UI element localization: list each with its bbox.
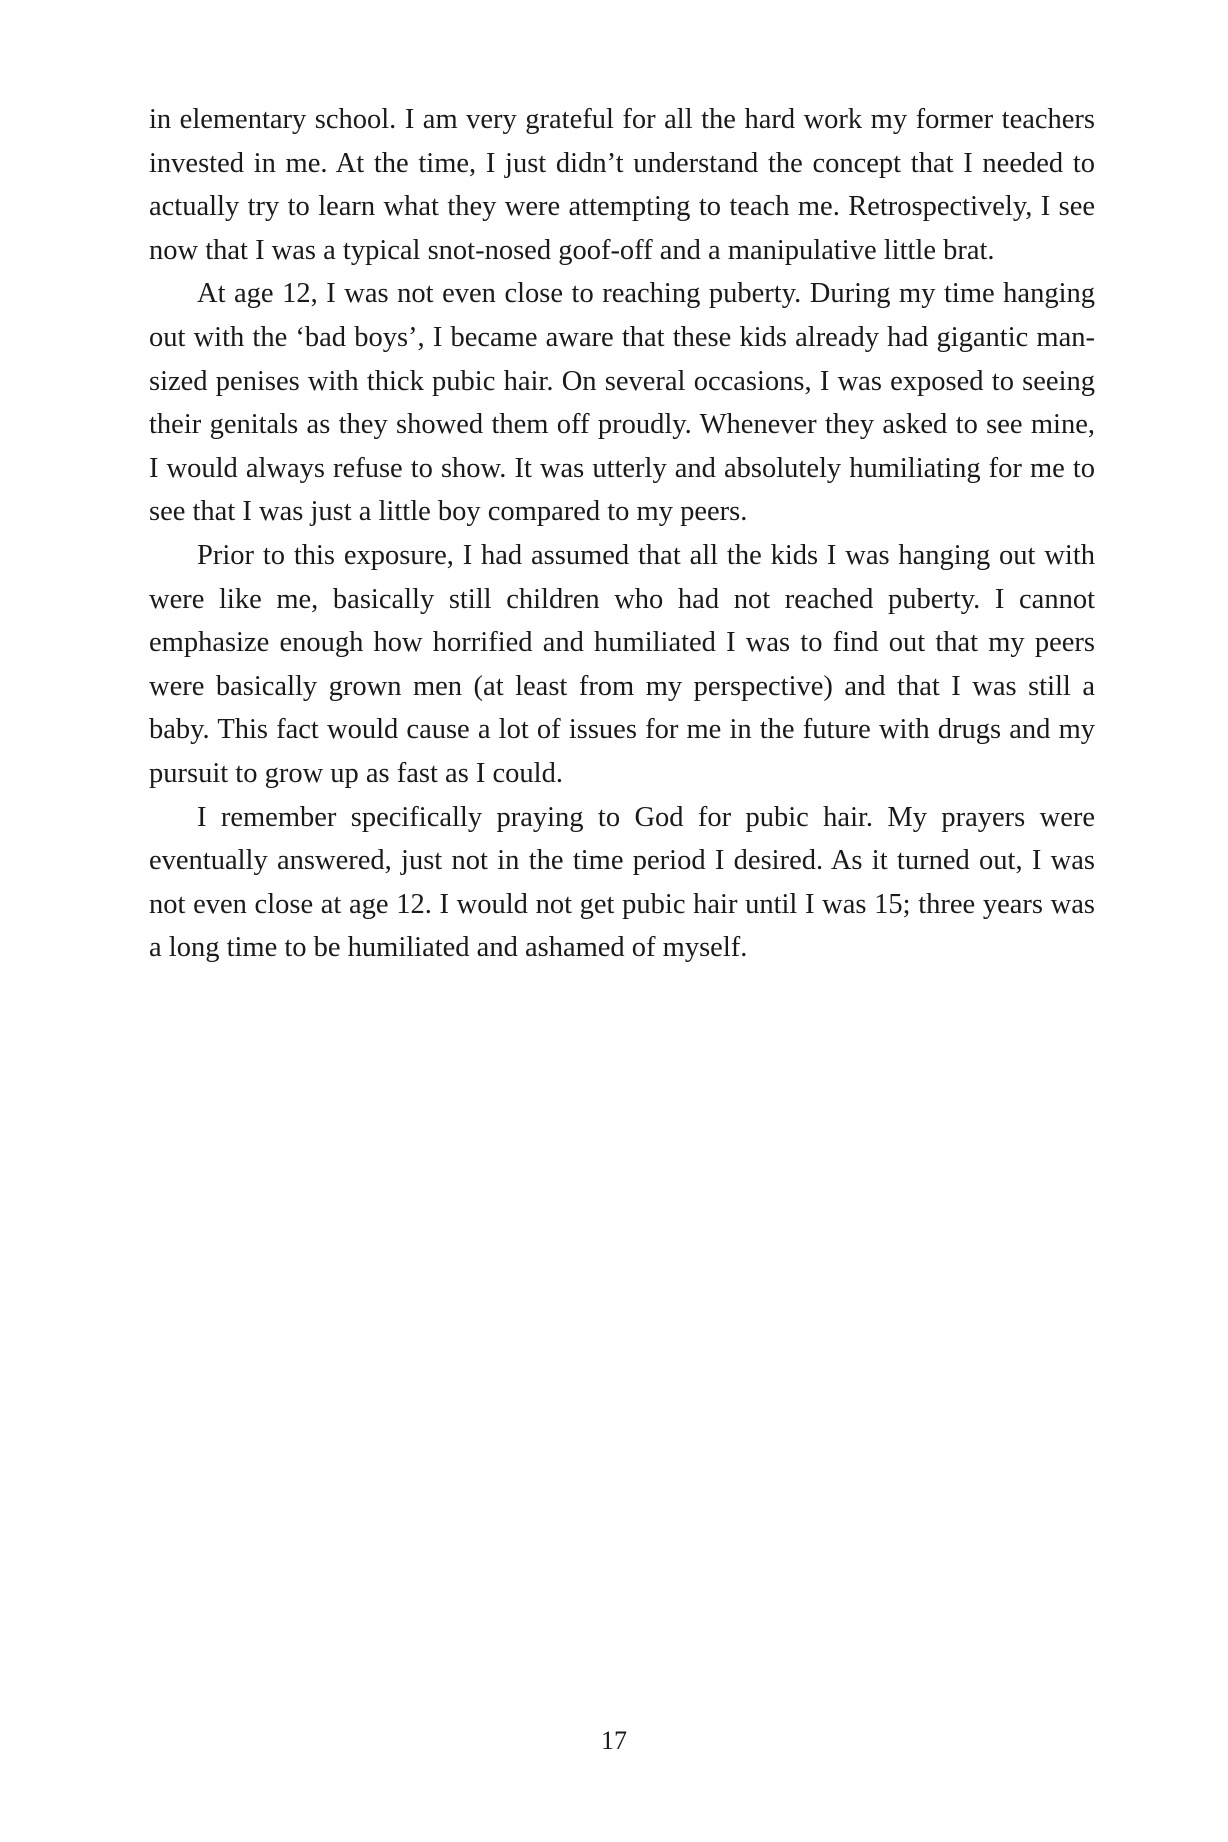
paragraph: I remember specifically praying to God for pubic hair. My prayers were eventually answered, just not in the time period I desired. As it turned out, I was not even close at age 12. I would not get pubic hair until I was 15; three years was a long time to be humiliated and ashamed of myself. — [149, 801, 1095, 964]
body-text — [149, 98, 1095, 970]
page-number: 17 — [601, 1726, 627, 1755]
paragraph: Prior to this exposure, I had assumed that all the kids I was hanging out with were like me, basically still children who had not reached puberty. I cannot emphasize enough how horrified and humiliated I was to find out that my peers were basically grown men (at least from my perspective) and that I was still a baby. This fact would cause a lot of issues for me in the future with drugs and my pursuit to grow up as fast as I could. — [149, 539, 1095, 789]
paragraph: At age 12, I was not even close to reaching puberty. During my time hanging out with the ‘bad boys’, I became aware that these kids already had gigantic man-sized penises with thick pubic hair. On several occasions, I was exposed to seeing their genitals as they showed them off proudly. Whenever they asked to see mine, I would always refuse to show. It was utterly and absolutely humiliating for me to see that I was just a little boy compared to my peers. — [149, 278, 1095, 528]
paragraph-continued: in elementary school. I am very grateful for all the hard work my former teachers invested in me. At the time, I just didn’t understand the concept that I needed to actually try to learn what they were attempting to teach me. Retrospectively, I see now that I was a typical snot-nosed goof-off and a manipulative little brat. — [149, 104, 1095, 266]
